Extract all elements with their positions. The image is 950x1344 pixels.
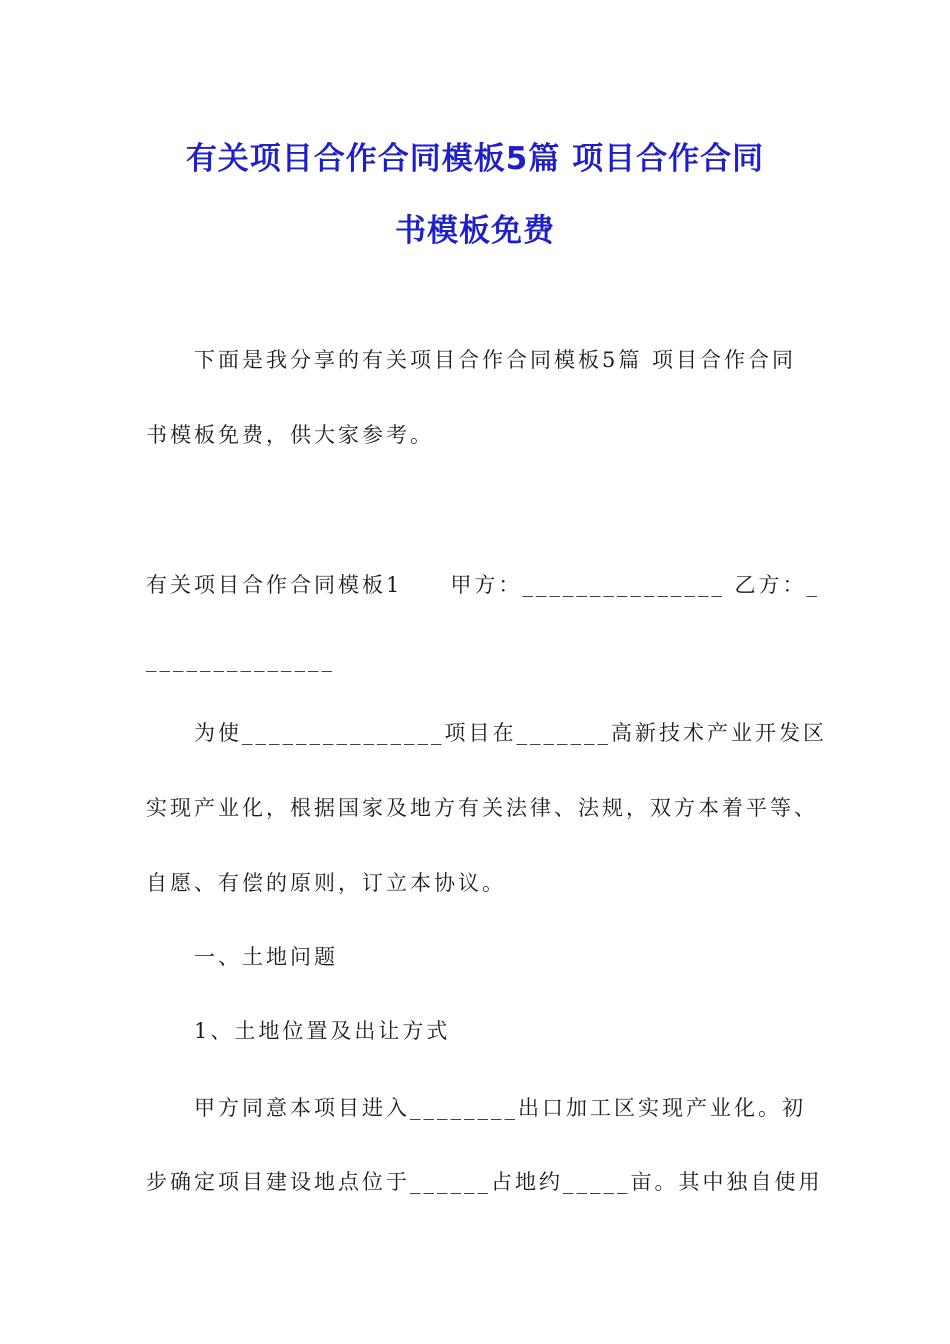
document-title-line-2: 书模板免费 (395, 213, 555, 249)
paragraph-2-line-2: 步确定项目建设地点位于______占地约_____亩。其中独自使用 (146, 1170, 823, 1194)
section-heading-line-1: 有关项目合作合同模板1 甲方：_______________ 乙方：_ (146, 573, 821, 597)
intro-line-1: 下面是我分享的有关项目合作合同模板5篇 项目合作合同 (194, 348, 797, 372)
paragraph-2-line-1: 甲方同意本项目进入________出口加工区实现产业化。初 (194, 1096, 806, 1120)
paragraph-1-line-1: 为使_______________项目在_______高新技术产业开发区 (194, 721, 827, 745)
paragraph-1-line-3: 自愿、有偿的原则，订立本协议。 (146, 871, 506, 895)
item-land-subheading: 1、土地位置及出让方式 (194, 1019, 451, 1043)
document-title-line-1: 有关项目合作合同模板5篇 项目合作合同 (185, 141, 765, 177)
paragraph-1-line-2: 实现产业化，根据国家及地方有关法律、法规，双方本着平等、 (146, 796, 818, 820)
intro-line-2: 书模板免费，供大家参考。 (146, 423, 434, 447)
section-heading-line-2: ______________ (146, 648, 335, 672)
item-land-heading: 一、土地问题 (194, 945, 338, 969)
